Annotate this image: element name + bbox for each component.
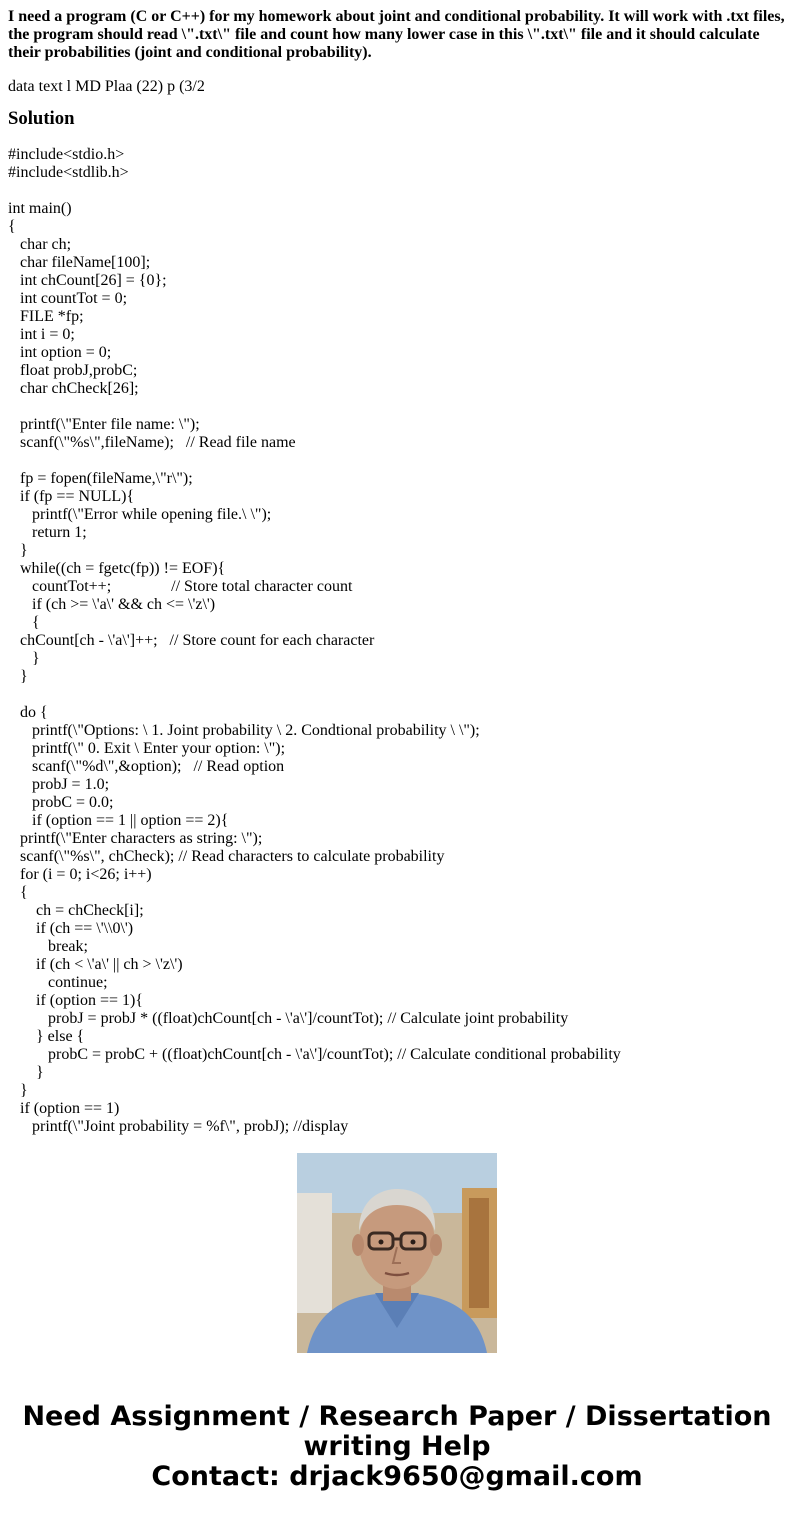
code-line: countTot++; // Store total character count bbox=[8, 578, 353, 595]
code-line: if (option == 1) bbox=[8, 1100, 120, 1117]
code-line: probJ = probJ * ((float)chCount[ch - \'a\']/countTot); // Calculate joint probability bbox=[8, 1010, 569, 1027]
code-line: } bbox=[8, 650, 40, 667]
code-line: float probJ,probC; bbox=[8, 362, 138, 379]
banner-line-2: writing Help bbox=[303, 1431, 491, 1462]
code-line: } bbox=[8, 1082, 28, 1099]
banner-line-1: Need Assignment / Research Paper / Dissertation bbox=[22, 1401, 772, 1432]
code-block bbox=[8, 146, 788, 1136]
code-line: if (option == 1 || option == 2){ bbox=[8, 812, 229, 829]
code-line: int i = 0; bbox=[8, 326, 75, 343]
code-line: if (option == 1){ bbox=[8, 992, 144, 1009]
code-line bbox=[8, 686, 788, 704]
code-line: printf(\"Enter characters as string: \"); bbox=[8, 830, 263, 847]
code-line: probC = probC + ((float)chCount[ch - \'a\']/countTot); // Calculate conditional probability bbox=[8, 1046, 621, 1063]
code-line bbox=[8, 452, 788, 470]
code-line: } bbox=[8, 668, 28, 685]
author-photo bbox=[297, 1153, 497, 1353]
code-line: printf(\" 0. Exit \ Enter your option: \"); bbox=[8, 740, 286, 757]
code-line: char ch; bbox=[8, 236, 72, 253]
code-line: } else { bbox=[8, 1028, 85, 1045]
code-line: scanf(\"%d\",&option); // Read option bbox=[8, 758, 285, 775]
code-line: { bbox=[8, 614, 40, 631]
code-line: if (ch == \'\\0\') bbox=[8, 920, 134, 937]
code-line: int chCount[26] = {0}; bbox=[8, 272, 167, 289]
code-line: #include<stdlib.h> bbox=[8, 164, 129, 181]
code-line: if (ch >= \'a\' && ch <= \'z\') bbox=[8, 596, 216, 613]
code-line bbox=[8, 182, 788, 200]
code-line: scanf(\"%s\", chCheck); // Read characters to calculate probability bbox=[8, 848, 445, 865]
code-line: } bbox=[8, 1064, 44, 1081]
code-line: chCount[ch - \'a\']++; // Store count for each character bbox=[8, 632, 375, 649]
code-line: for (i = 0; i<26; i++) bbox=[8, 866, 152, 883]
code-line: printf(\"Options: \ 1. Joint probability \ 2. Condtional probability \ \"); bbox=[8, 722, 480, 739]
solution-heading: Solution bbox=[8, 108, 75, 129]
code-line: char chCheck[26]; bbox=[8, 380, 139, 397]
code-line: break; bbox=[8, 938, 88, 955]
promo-banner bbox=[0, 1402, 794, 1492]
code-line bbox=[8, 398, 788, 416]
data-text-line: data text l MD Plaa (22) p (3/2 bbox=[8, 78, 205, 95]
code-line: { bbox=[8, 218, 16, 235]
code-line: char fileName[100]; bbox=[8, 254, 151, 271]
banner-contact-line: Contact: drjack9650@gmail.com bbox=[151, 1461, 643, 1492]
code-line: return 1; bbox=[8, 524, 87, 541]
code-line: while((ch = fgetc(fp)) != EOF){ bbox=[8, 560, 226, 577]
code-line: int main() bbox=[8, 200, 72, 217]
code-line: printf(\"Joint probability = %f\", probJ); //display bbox=[8, 1118, 349, 1135]
code-line: if (ch < \'a\' || ch > \'z\') bbox=[8, 956, 183, 973]
code-line: FILE *fp; bbox=[8, 308, 84, 325]
code-line: printf(\"Error while opening file.\ \"); bbox=[8, 506, 272, 523]
code-line: } bbox=[8, 542, 28, 559]
code-line: { bbox=[8, 884, 28, 901]
code-line: probC = 0.0; bbox=[8, 794, 114, 811]
document-body bbox=[8, 8, 788, 1135]
code-line: int option = 0; bbox=[8, 344, 112, 361]
code-line: ch = chCheck[i]; bbox=[8, 902, 144, 919]
code-line: fp = fopen(fileName,\"r\"); bbox=[8, 470, 193, 487]
code-line: continue; bbox=[8, 974, 108, 991]
code-line: printf(\"Enter file name: \"); bbox=[8, 416, 200, 433]
code-line: if (fp == NULL){ bbox=[8, 488, 135, 505]
code-line: scanf(\"%s\",fileName); // Read file name bbox=[8, 434, 296, 451]
code-line: int countTot = 0; bbox=[8, 290, 128, 307]
code-line: do { bbox=[8, 704, 48, 721]
code-line: #include<stdio.h> bbox=[8, 146, 125, 163]
question-text: I need a program (C or C++) for my homework about joint and conditional probability. It will work with .txt files, the program should read \".txt\" file and count how many lower case in this \".txt\" file and it should calculate their probabilities (joint and conditional probability). bbox=[8, 8, 785, 61]
code-line: probJ = 1.0; bbox=[8, 776, 110, 793]
